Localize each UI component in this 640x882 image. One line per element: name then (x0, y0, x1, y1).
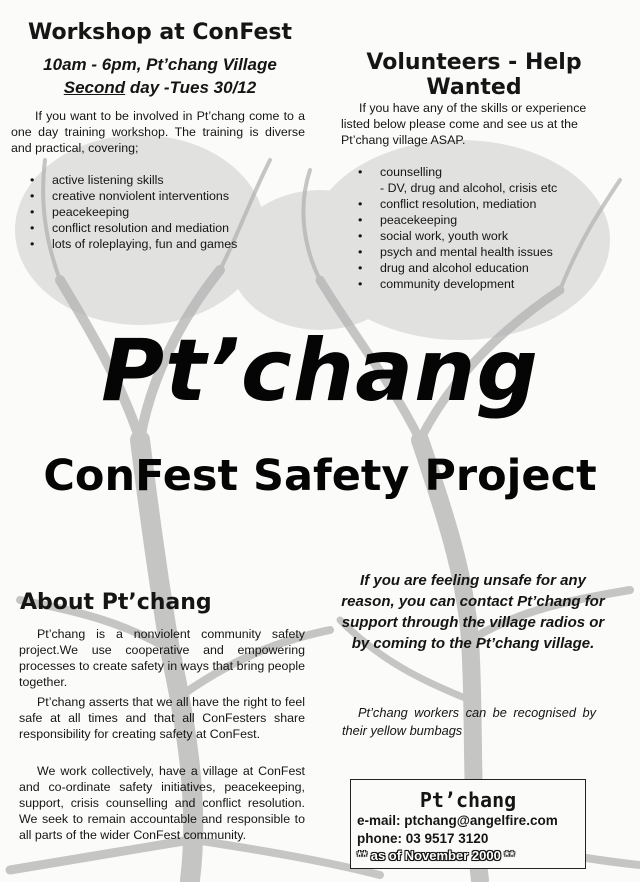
bullet-icon: • (358, 197, 363, 211)
workshop-day-line (0, 78, 320, 98)
list-item: • drug and alcohol education (358, 261, 529, 275)
workshop-topic-list (27, 172, 317, 252)
contact-date-note: ** as of November 2000 ** (357, 848, 515, 863)
bullet-icon: • (358, 245, 363, 259)
list-item: • lots of roleplaying, fun and games (30, 237, 238, 251)
contact-phone: phone: 03 9517 3120 (357, 831, 489, 846)
workshop-heading: Workshop at ConFest (28, 20, 292, 45)
workshop-time-line: 10am - 6pm, Pt’chang Village (43, 55, 277, 74)
safety-callout: If you are feeling unsafe for any reason, you can contact Pt’chang for support through the village radios or by coming to the Pt’chang village. (341, 572, 605, 652)
list-item: • community development (358, 277, 515, 291)
volunteers-heading: Volunteers - Help Wanted (366, 50, 582, 100)
workshop-day-prefix: Second (63, 78, 126, 97)
bullet-icon: • (30, 189, 35, 203)
bullet-icon: • (358, 229, 363, 243)
contact-name: Pt’chang (419, 788, 517, 812)
about-paragraph-2: Pt’chang asserts that we all have the right to feel safe at all times and that all ConFesters share responsibility for creating safety at ConFest. (19, 695, 305, 741)
bullet-icon: • (358, 277, 363, 291)
list-item: • conflict resolution and mediation (30, 221, 230, 235)
bullet-icon: • (30, 205, 35, 219)
about-paragraph-1: Pt’chang is a nonviolent community safety project.We use cooperative and empowering processes to create safety in ways that bring people together. (19, 627, 305, 689)
list-item-sub: - DV, drug and alcohol, crisis etc (380, 181, 558, 195)
bullet-icon: • (358, 261, 363, 275)
contact-box (350, 779, 586, 869)
list-item: • creative nonviolent interventions (30, 189, 230, 203)
list-item: • conflict resolution, mediation (358, 197, 537, 211)
list-item: • social work, youth work (358, 229, 509, 243)
list-item: • counselling (358, 165, 442, 179)
list-item: • peacekeeping (358, 213, 458, 227)
workshop-intro: If you want to be involved in Pt’chang come to a one day training workshop. The training is diverse and practical, covering; (11, 109, 305, 155)
list-item: • active listening skills (30, 173, 164, 187)
page-title: Pt’chang (101, 321, 539, 421)
bullet-icon: • (358, 165, 363, 179)
about-heading: About Pt’chang (20, 590, 212, 615)
volunteers-intro: If you have any of the skills or experience listed below please come and see us at the Pt’chang village ASAP. (341, 101, 587, 147)
contact-email: e-mail: ptchang@angelfire.com (357, 813, 558, 828)
list-item: • psych and mental health issues (358, 245, 553, 259)
bullet-icon: • (30, 173, 35, 187)
bullet-icon: • (358, 213, 363, 227)
bullet-icon: • (30, 237, 35, 251)
workshop-day-rest: day -Tues 30/12 (125, 78, 257, 97)
about-paragraph-3: We work collectively, have a village at ConFest and co-ordinate safety initiatives, peacekeeping, support, crisis counselling and conflict resolution. We seek to remain accountable and responsible to all parts of the wider ConFest community. (19, 764, 305, 842)
page-subtitle: ConFest Safety Project (43, 451, 597, 501)
bullet-icon: • (30, 221, 35, 235)
volunteer-skills-list (355, 164, 625, 292)
workers-note: Pt’chang workers can be recognised by their yellow bumbags (342, 705, 596, 738)
list-item: • peacekeeping (30, 205, 130, 219)
